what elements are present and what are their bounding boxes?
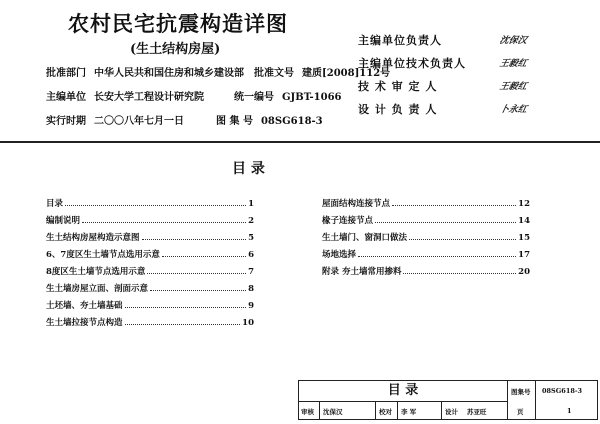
atlas-no: 08SG618-3 — [260, 116, 323, 127]
title-block-divider — [535, 381, 536, 401]
toc-item[interactable]: 6、7度区生土墙节点选用示意 6 — [46, 250, 254, 260]
approval-doc: 建质[2008]112号 — [302, 68, 391, 79]
signature-chief-unit: 沈保汉 — [498, 36, 528, 46]
approval-dept-label: 批准部门 — [46, 68, 86, 79]
title-block-divider — [507, 401, 508, 419]
editor-row — [46, 88, 342, 103]
title-block-atlas-label: 图集号 — [511, 388, 531, 396]
toc-item[interactable]: 屋面结构连接节点 12 — [322, 199, 530, 209]
title-block-atlas-no: 08SG618-3 — [542, 387, 583, 395]
impl-date-label: 实行时期 — [46, 116, 86, 127]
designer-name: 苏亚旺 — [467, 408, 487, 416]
impl-date: 二〇〇八年七月一日 — [94, 116, 184, 127]
resp-role-chief-tech: 主编单位技术负责人 — [358, 57, 466, 70]
toc-item[interactable]: 土坯墙、夯土墙基础 9 — [46, 301, 254, 311]
toc-title: 目 录 — [232, 161, 265, 177]
header-divider — [0, 141, 600, 143]
toc-item[interactable]: 生土墙门、窗洞口做法 15 — [322, 233, 530, 243]
title-block-divider — [319, 401, 320, 419]
atlas-no-label: 图 集 号 — [216, 116, 253, 127]
toc-item[interactable]: 生土墙拉接节点构造 10 — [46, 318, 254, 328]
signature-chief-tech: 王毅红 — [498, 59, 528, 69]
toc-item[interactable]: 生土墙房屋立面、剖面示意 8 — [46, 284, 254, 294]
checker-name: 李 军 — [401, 408, 417, 416]
toc-item[interactable]: 附录 夯土墙常用掺料 20 — [322, 267, 530, 277]
editor-unit-label: 主编单位 — [46, 92, 86, 103]
resp-role-design-lead: 设 计 负 责 人 — [358, 103, 438, 116]
resp-role-tech-review: 技 术 审 定 人 — [358, 80, 438, 93]
reviewer-name: 沈保汉 — [323, 408, 343, 416]
unified-no: GJBT-1066 — [282, 92, 342, 103]
approval-dept: 中华人民共和国住房和城乡建设部 — [94, 68, 244, 79]
page-label: 页 — [517, 408, 524, 416]
impl-row — [46, 112, 323, 127]
editor-unit: 长安大学工程设计研究院 — [94, 92, 204, 103]
main-title: 农村民宅抗震构造详图 — [68, 11, 288, 36]
title-block-divider — [441, 401, 442, 419]
signature-tech-review: 王毅红 — [498, 82, 528, 92]
title-block-divider — [397, 401, 398, 419]
signature-design-lead: 卜永红 — [498, 105, 528, 115]
unified-no-label: 统一编号 — [234, 92, 274, 103]
approval-row — [46, 64, 390, 79]
toc-item[interactable]: 生土结构房屋构造示意图 5 — [46, 233, 254, 243]
toc-item[interactable]: 编制说明 2 — [46, 216, 254, 226]
title-block-name: 目 录 — [299, 381, 508, 402]
review-label: 审核 — [301, 408, 314, 416]
toc-item[interactable]: 场地选择 17 — [322, 250, 530, 260]
title-block-divider — [535, 401, 536, 419]
toc-right-column — [322, 192, 530, 277]
title-block — [298, 380, 598, 420]
resp-role-chief-unit: 主编单位负责人 — [358, 34, 442, 47]
page-number: 1 — [567, 407, 572, 415]
check-label: 校对 — [379, 408, 392, 416]
toc-item[interactable]: 8度区生土墙节点选用示意 7 — [46, 267, 254, 277]
toc-item[interactable]: 椽子连接节点 14 — [322, 216, 530, 226]
title-block-divider — [375, 401, 376, 419]
toc-left-column — [46, 192, 254, 328]
design-label: 设计 — [445, 408, 458, 416]
sub-title: (生土结构房屋) — [130, 42, 221, 57]
toc-item[interactable]: 目录 1 — [46, 199, 254, 209]
approval-doc-label: 批准文号 — [254, 68, 294, 79]
